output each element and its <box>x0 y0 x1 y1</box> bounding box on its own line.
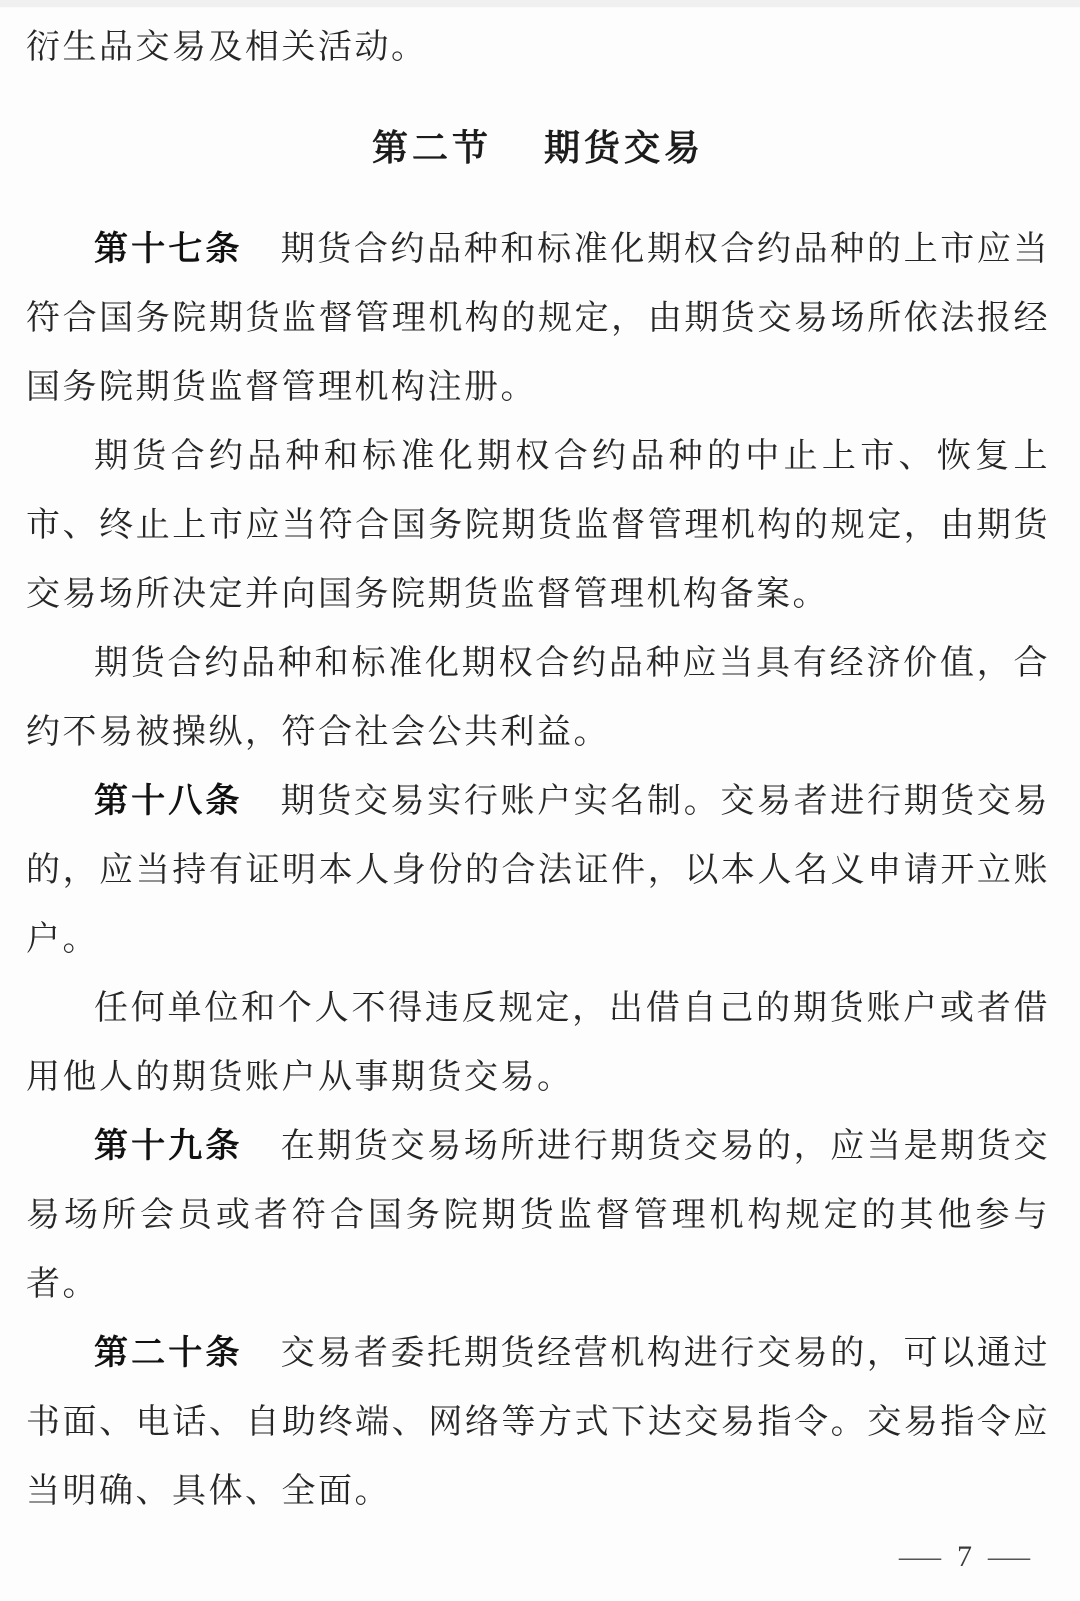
continuation-text: 衍生品交易及相关活动。 <box>26 29 428 66</box>
paragraph-text: 交易者委托期货经营机构进行交易的，可以通过书面、电话、自助终端、网络等方式下达交易指令。交易指令应当明确、具体、全面。 <box>26 1335 1051 1510</box>
page-footer <box>899 1537 1030 1577</box>
law-paragraph <box>26 629 1050 767</box>
paragraph-text: 在期货交易场所进行期货交易的，应当是期货交易场所会员或者符合国务院期货监督管理机构规定的其他参与者。 <box>26 1128 1051 1303</box>
law-paragraph <box>26 974 1050 1112</box>
page-number-dash-right: — <box>988 1540 1030 1573</box>
paragraph-text: 期货合约品种和标准化期权合约品种的上市应当符合国务院期货监督管理机构的规定，由期货交易场所依法报经国务院期货监督管理机构注册。 <box>26 231 1051 406</box>
law-paragraph <box>26 215 1050 422</box>
document-body <box>26 215 1050 1526</box>
paragraph-text: 期货合约品种和标准化期权合约品种的中止上市、恢复上市、终止上市应当符合国务院期货监督管理机构的规定，由期货交易场所决定并向国务院期货监督管理机构备案。 <box>26 438 1050 613</box>
paragraph-text: 任何单位和个人不得违反规定，出借自己的期货账户或者借用他人的期货账户从事期货交易。 <box>26 990 1050 1096</box>
law-paragraph <box>26 422 1050 629</box>
paragraph-text: 期货交易实行账户实名制。交易者进行期货交易的，应当持有证明本人身份的合法证件，以本人名义申请开立账户。 <box>26 783 1051 958</box>
continuation-paragraph <box>26 13 1050 82</box>
article-number: 第十七条 <box>94 230 243 268</box>
law-paragraph <box>26 767 1050 974</box>
law-paragraph <box>26 1112 1050 1319</box>
page-number: 7 <box>957 1540 972 1573</box>
law-paragraph <box>26 1319 1050 1526</box>
section-heading <box>26 114 1050 183</box>
paragraph-text: 期货合约品种和标准化期权合约品种应当具有经济价值，合约不易被操纵，符合社会公共利益。 <box>26 645 1050 751</box>
article-number: 第二十条 <box>94 1334 243 1372</box>
article-number: 第十九条 <box>94 1127 243 1165</box>
article-number: 第十八条 <box>94 782 243 820</box>
page-number-dash-left: — <box>899 1540 941 1573</box>
section-number: 第二节 <box>371 128 492 168</box>
section-title: 期货交易 <box>544 128 705 168</box>
